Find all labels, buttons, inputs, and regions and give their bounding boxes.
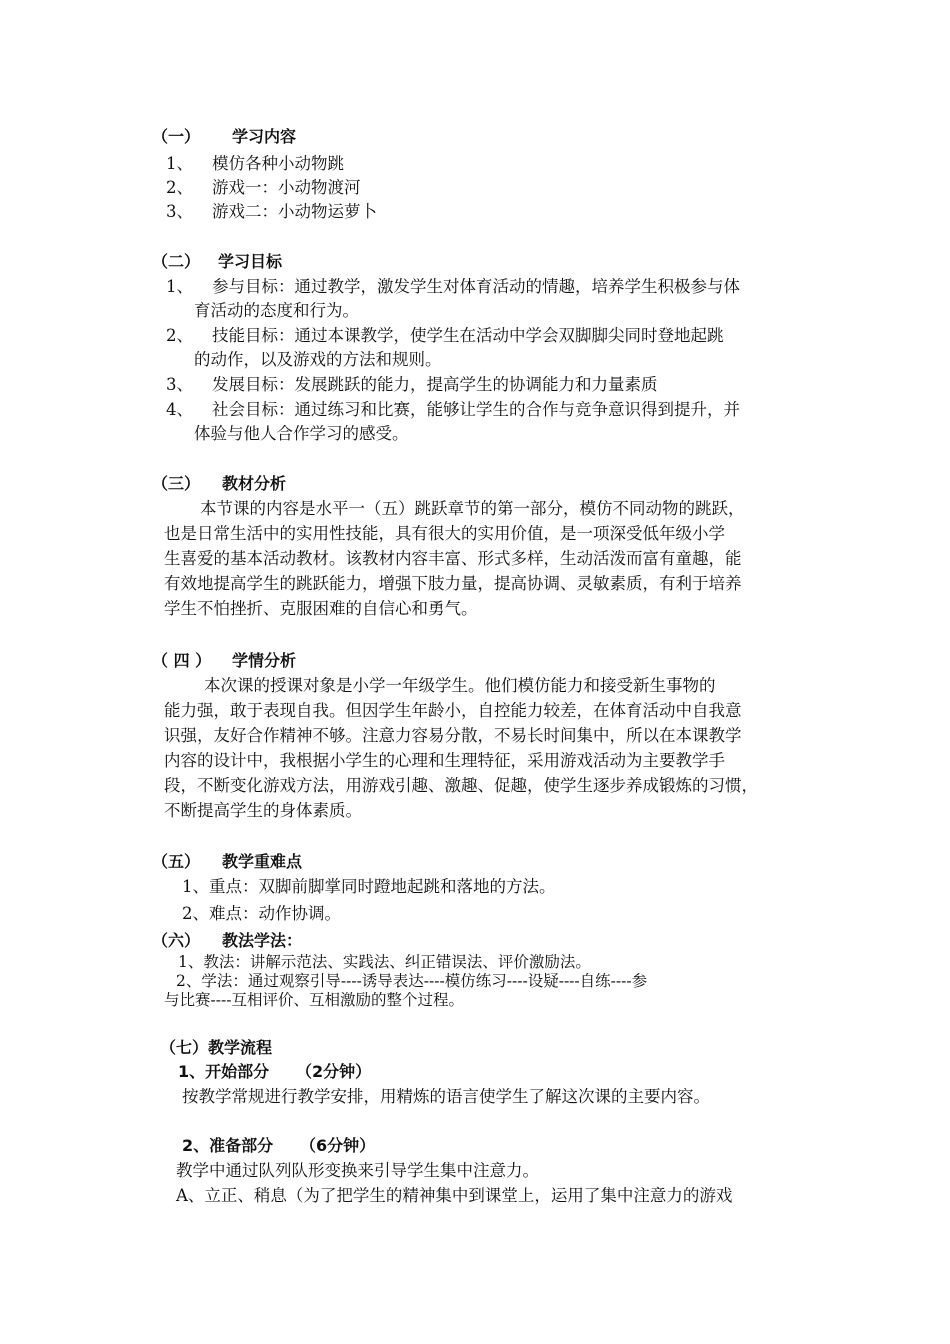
paragraph-line: 内容的设计中，我根据小学生的心理和生理特征，采用游戏活动为主要教学手 [164, 751, 725, 770]
part-2-title: 2、准备部分 [182, 1136, 274, 1155]
section-3-number: （三） [152, 474, 201, 493]
paragraph-line: 也是日常生活中的实用性技能，具有很大的实用价值，是一项深受低年级小学 [164, 524, 725, 543]
list-item-number: 4、 [166, 400, 193, 419]
section-6-title: 教法学法： [222, 931, 303, 950]
paragraph-line: 教学中通过队列队形变换来引导学生集中注意力。 [176, 1161, 539, 1180]
section-7-title: （七）教学流程 [160, 1038, 273, 1057]
list-item: 游戏一：小动物渡河 [212, 178, 361, 197]
paragraph-line: 能力强，敢于表现自我。但因学生年龄小，自控能力较差，在体育活动中自我意 [164, 701, 742, 720]
section-6-number: （六） [152, 931, 201, 950]
list-item: 1、教法：讲解示范法、实践法、纠正错误法、评价激励法。 [178, 953, 591, 971]
list-item-continuation: 的动作，以及游戏的方法和规则。 [194, 350, 442, 369]
list-item: 社会目标：通过练习和比赛，能够让学生的合作与竞争意识得到提升，并 [212, 400, 740, 419]
paragraph-line: 学生不怕挫折、克服困难的自信心和勇气。 [164, 599, 478, 618]
list-item: 技能目标：通过本课教学，使学生在活动中学会双脚脚尖同时登地起跳 [212, 326, 724, 345]
paragraph-line: 本次课的授课对象是小学一年级学生。他们模仿能力和接受新生事物的 [204, 676, 716, 695]
list-item-number: 2、 [166, 326, 193, 345]
section-4-number: （ 四 ） [152, 651, 212, 670]
paragraph-line: 段，不断变化游戏方法，用游戏引趣、激趣、促趣，使学生逐步养成锻炼的习惯， [164, 776, 758, 795]
list-item: 2、学法：通过观察引导----诱导表达----模仿练习----设疑----自练----参 [176, 972, 648, 990]
paragraph-line: 生喜爱的基本活动教材。该教材内容丰富、形式多样，生动活泼而富有童趣，能 [164, 549, 742, 568]
section-5-title: 教学重难点 [222, 852, 303, 871]
list-item-number: 3、 [166, 202, 193, 221]
list-item: 游戏二：小动物运萝卜 [212, 202, 377, 221]
list-item: 发展目标：发展跳跃的能力，提高学生的协调能力和力量素质 [212, 375, 658, 394]
paragraph-line: 按教学常规进行教学安排，用精炼的语言使学生了解这次课的主要内容。 [182, 1087, 710, 1106]
section-1-number: （一） [152, 127, 201, 146]
paragraph-line: 不断提高学生的身体素质。 [164, 801, 362, 820]
section-4-title: 学情分析 [232, 651, 297, 670]
section-2-number: （二） [152, 252, 201, 271]
section-2-title: 学习目标 [218, 252, 283, 271]
list-item-number: 1、 [166, 277, 193, 296]
paragraph-line: A、立正、稍息（为了把学生的精神集中到课堂上，运用了集中注意力的游戏 [176, 1186, 733, 1205]
paragraph-line: 本节课的内容是水平一（五）跳跃章节的第一部分，模仿不同动物的跳跃， [200, 499, 745, 518]
list-item-continuation: 育活动的态度和行为。 [194, 301, 359, 320]
paragraph-line: 识强，友好合作精神不够。注意力容易分散，不易长时间集中，所以在本课教学 [164, 726, 742, 745]
part-1-title: 1、开始部分 [178, 1062, 270, 1081]
section-1-title: 学习内容 [232, 127, 297, 146]
list-item-number: 2、 [166, 178, 193, 197]
part-2-duration: （6分钟） [300, 1136, 376, 1155]
list-item: 参与目标：通过教学，激发学生对体育活动的情趣，培养学生积极参与体 [212, 277, 740, 296]
section-3-title: 教材分析 [222, 474, 287, 493]
list-item: 模仿各种小动物跳 [212, 154, 344, 173]
list-item-continuation: 体验与他人合作学习的感受。 [194, 424, 409, 443]
list-item-continuation: 与比赛----互相评价、互相激励的整个过程。 [164, 991, 464, 1009]
list-item: 1、重点：双脚前脚掌同时蹬地起跳和落地的方法。 [182, 877, 556, 896]
paragraph-line: 有效地提高学生的跳跃能力，增强下肢力量，提高协调、灵敏素质，有利于培养 [164, 574, 742, 593]
section-5-number: （五） [152, 852, 201, 871]
list-item-number: 3、 [166, 375, 193, 394]
list-item-number: 1、 [166, 154, 193, 173]
part-1-duration: （2分钟） [296, 1062, 372, 1081]
list-item: 2、难点：动作协调。 [182, 904, 341, 923]
